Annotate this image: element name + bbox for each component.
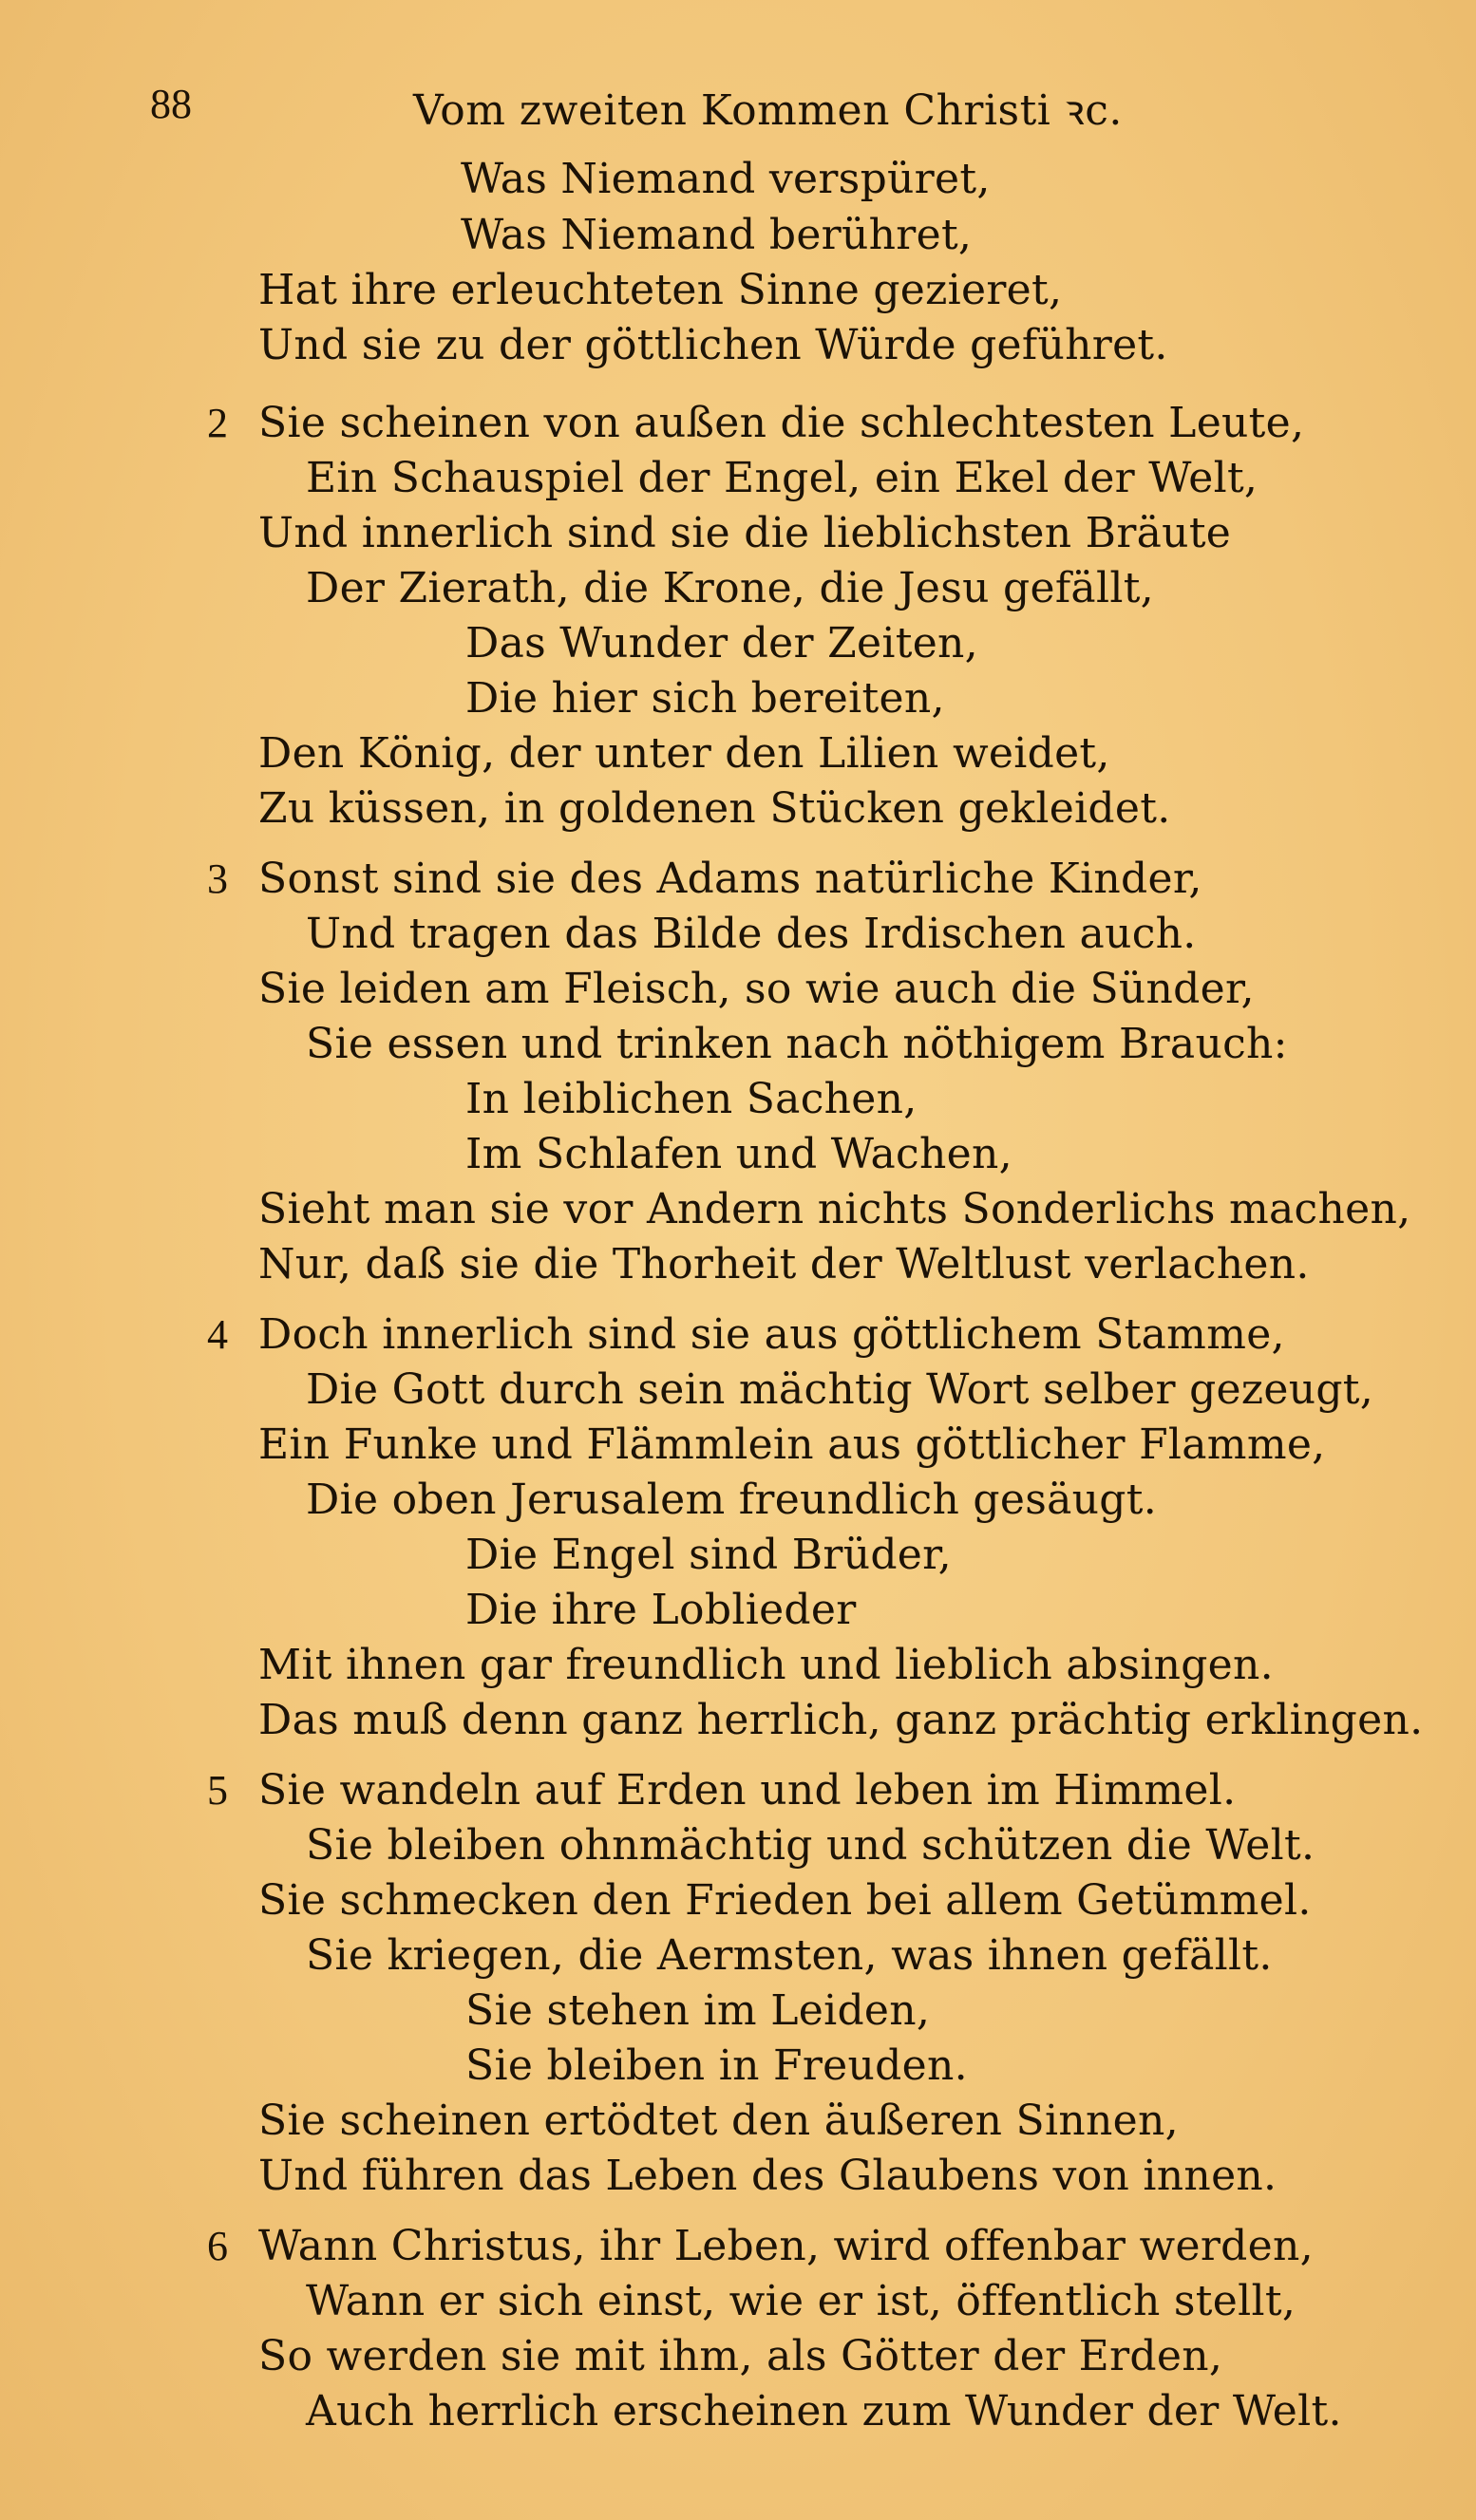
verse-line: Das Wunder der Zeiten, [465,619,978,668]
verse-line: Die Gott durch sein mächtig Wort selber gezeugt, [306,1365,1374,1414]
verse-number: 4 [207,1311,228,1358]
verse-line: Sie scheinen von außen die schlechtesten Leute, [258,399,1305,447]
verse-line: Auch herrlich erscheinen zum Wunder der Welt. [306,2387,1342,2435]
verse-line: Doch innerlich sind sie aus göttlichem Stamme, [258,1310,1285,1359]
verse-line: Den König, der unter den Lilien weidet, [258,729,1110,778]
verse-line: Mit ihnen gar freundlich und lieblich absingen. [258,1641,1274,1689]
verse-line: Und tragen das Bilde des Irdischen auch. [306,910,1197,958]
verse-line: Sie bleiben ohnmächtig und schützen die Welt. [306,1821,1315,1870]
verse-line: Sonst sind sie des Adams natürliche Kinder, [258,855,1202,903]
verse-line: Sie bleiben in Freuden. [465,2041,968,2090]
verse-line: Sie stehen im Leiden, [465,1986,931,2035]
verse-line: Im Schlafen und Wachen, [465,1130,1012,1178]
verse-number: 2 [207,400,228,446]
page-number: 88 [150,81,192,127]
verse-line: Das muß denn ganz herrlich, ganz prächtig erklingen. [258,1696,1424,1744]
verse-line: Wann Christus, ihr Leben, wird offenbar werden, [258,2222,1314,2270]
verse-number: 3 [207,856,228,902]
verse-line: Sie wandeln auf Erden und leben im Himmel. [258,1766,1237,1815]
verse-line: Die ihre Loblieder [465,1586,857,1634]
verse-line: Der Zierath, die Krone, die Jesu gefällt, [306,564,1154,612]
verse-line: Sie schmecken den Frieden bei allem Getümmel. [258,1876,1312,1925]
verse-line: Sie kriegen, die Aermsten, was ihnen gefällt. [306,1931,1273,1980]
verse-line: Und innerlich sind sie die lieblichsten Bräute [258,509,1232,557]
page-header [142,80,1330,146]
verse-line: In leiblichen Sachen, [465,1075,918,1123]
verse-line: Ein Schauspiel der Engel, ein Ekel der Welt, [306,454,1258,502]
intro-line: Was Niemand berühret, [461,211,973,259]
running-title: Vom zweiten Kommen Christi ꝛc. [413,86,1123,135]
verse-line: Sie scheinen ertödtet den äußeren Sinnen, [258,2097,1179,2145]
verse-number: 5 [207,1767,228,1814]
verse-number: 6 [207,2223,228,2269]
verse-line: Sie essen und trinken nach nöthigem Brauch: [306,1020,1288,1068]
verse-line: Die hier sich bereiten, [465,674,945,723]
verse-line: Die Engel sind Brüder, [465,1531,952,1579]
intro-line: Und sie zu der göttlichen Würde geführet. [258,321,1168,369]
verse-line: Ein Funke und Flämmlein aus göttlicher Flamme, [258,1420,1326,1469]
verse-line: Wann er sich einst, wie er ist, öffentlich stellt, [306,2277,1296,2325]
verse-line: Zu küssen, in goldenen Stücken gekleidet. [258,784,1171,833]
intro-line: Hat ihre erleuchteten Sinne gezieret, [258,266,1063,314]
verse-line: So werden sie mit ihm, als Götter der Erden, [258,2332,1223,2380]
verse-line: Und führen das Leben des Glaubens von innen. [258,2152,1277,2200]
intro-line: Was Niemand verspüret, [461,155,991,203]
verse-line: Sie leiden am Fleisch, so wie auch die Sünder, [258,965,1255,1013]
verse-line: Die oben Jerusalem freundlich gesäugt. [306,1476,1157,1524]
verse-line: Nur, daß sie die Thorheit der Weltlust verlachen. [258,1240,1310,1288]
verse-line: Sieht man sie vor Andern nichts Sonderlichs machen, [258,1185,1411,1233]
